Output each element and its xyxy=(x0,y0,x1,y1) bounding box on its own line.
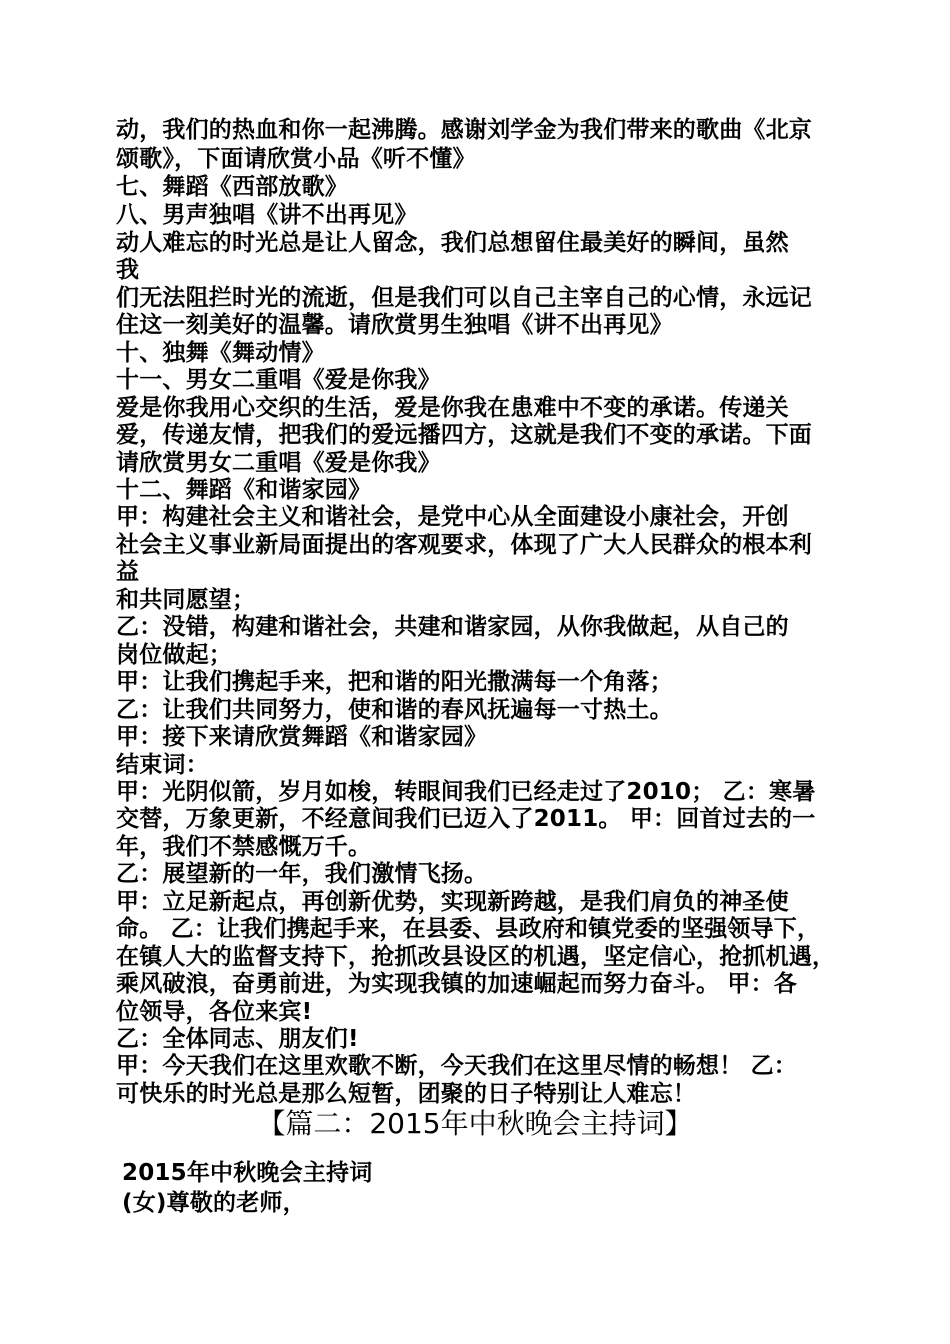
section-heading: 【篇二：2015年中秋晚会主持词】 xyxy=(257,1107,693,1140)
text-line: 结束词： xyxy=(116,752,209,778)
text-line: 十一、男女二重唱《爱是你我》 xyxy=(116,367,441,393)
text-line: 甲：让我们携起手来，把和谐的阳光撒满每一个角落； xyxy=(116,669,673,695)
text-line: 八、男声独唱《讲不出再见》 xyxy=(116,202,418,228)
text-line: 岗位做起； xyxy=(116,642,232,668)
text-line: 乙：让我们共同努力，使和谐的春风抚遍每一寸热土。 xyxy=(116,697,673,723)
text-line: 住这一刻美好的温馨。请欣赏男生独唱《讲不出再见》 xyxy=(116,312,673,338)
text-line: 和共同愿望； xyxy=(116,587,256,613)
text-line: 甲：接下来请欣赏舞蹈《和谐家园》 xyxy=(116,724,488,750)
text-line: 甲：立足新起点，再创新优势，实现新跨越，是我们肩负的神圣使 xyxy=(116,889,789,915)
text-line: 们无法阻拦时光的流逝，但是我们可以自己主宰自己的心情，永远记 xyxy=(116,285,812,311)
text-line: 年，我们不禁感慨万千。 xyxy=(116,834,372,860)
text-line: 乙：全体同志、朋友们! xyxy=(116,1026,359,1052)
text-line: 命。 乙：让我们携起手来，在县委、县政府和镇党委的坚强领导下， xyxy=(116,916,821,942)
text-line: 甲：今天我们在这里欢歌不断，今天我们在这里尽情的畅想！ 乙： xyxy=(116,1053,798,1079)
text-line: 交替，万象更新，不经意间我们已迈入了2011。 甲：回首过去的一 xyxy=(116,806,816,832)
text-line: 乙：没错，构建和谐社会，共建和谐家园，从你我做起，从自己的 xyxy=(116,614,789,640)
text-line: 乙：展望新的一年，我们激情飞扬。 xyxy=(116,861,488,887)
text-line: 爱是你我用心交织的生活，爱是你我在患难中不变的承诺。传递关 xyxy=(116,395,789,421)
text-line: 益 xyxy=(116,559,140,585)
text-line: 甲：光阴似箭，岁月如梭，转眼间我们已经走过了2010； 乙：寒暑 xyxy=(116,779,816,805)
text-line: (女)尊敬的老师， xyxy=(122,1190,306,1216)
text-line: 十二、舞蹈《和谐家园》 xyxy=(116,477,372,503)
text-line: 社会主义事业新局面提出的客观要求，体现了广大人民群众的根本利 xyxy=(116,532,812,558)
text-line: 颂歌》，下面请欣赏小品《听不懂》 xyxy=(116,146,476,172)
text-line: 请欣赏男女二重唱《爱是你我》 xyxy=(116,450,441,476)
text-line: 位领导，各位来宾! xyxy=(116,999,313,1025)
section-title-line: 2015年中秋晚会主持词 xyxy=(122,1160,373,1186)
text-line: 爱，传递友情，把我们的爱远播四方，这就是我们不变的承诺。下面 xyxy=(116,422,812,448)
text-line: 甲：构建社会主义和谐社会，是党中心从全面建设小康社会，开创 xyxy=(116,504,789,530)
text-line: 我 xyxy=(116,257,140,283)
text-line: 动，我们的热血和你一起沸腾。感谢刘学金为我们带来的歌曲《北京 xyxy=(116,117,812,143)
text-line: 在镇人大的监督支持下，抢抓改县设区的机遇，坚定信心，抢抓机遇， xyxy=(116,944,836,970)
text-line: 十、独舞《舞动情》 xyxy=(116,340,325,366)
text-line: 动人难忘的时光总是让人留念，我们总想留住最美好的瞬间，虽然 xyxy=(116,230,789,256)
text-line: 七、舞蹈《西部放歌》 xyxy=(116,174,348,200)
text-line: 可快乐的时光总是那么短暂，团聚的日子特别让人难忘！ xyxy=(116,1081,696,1107)
text-line: 乘风破浪，奋勇前进，为实现我镇的加速崛起而努力奋斗。 甲：各 xyxy=(116,971,798,997)
